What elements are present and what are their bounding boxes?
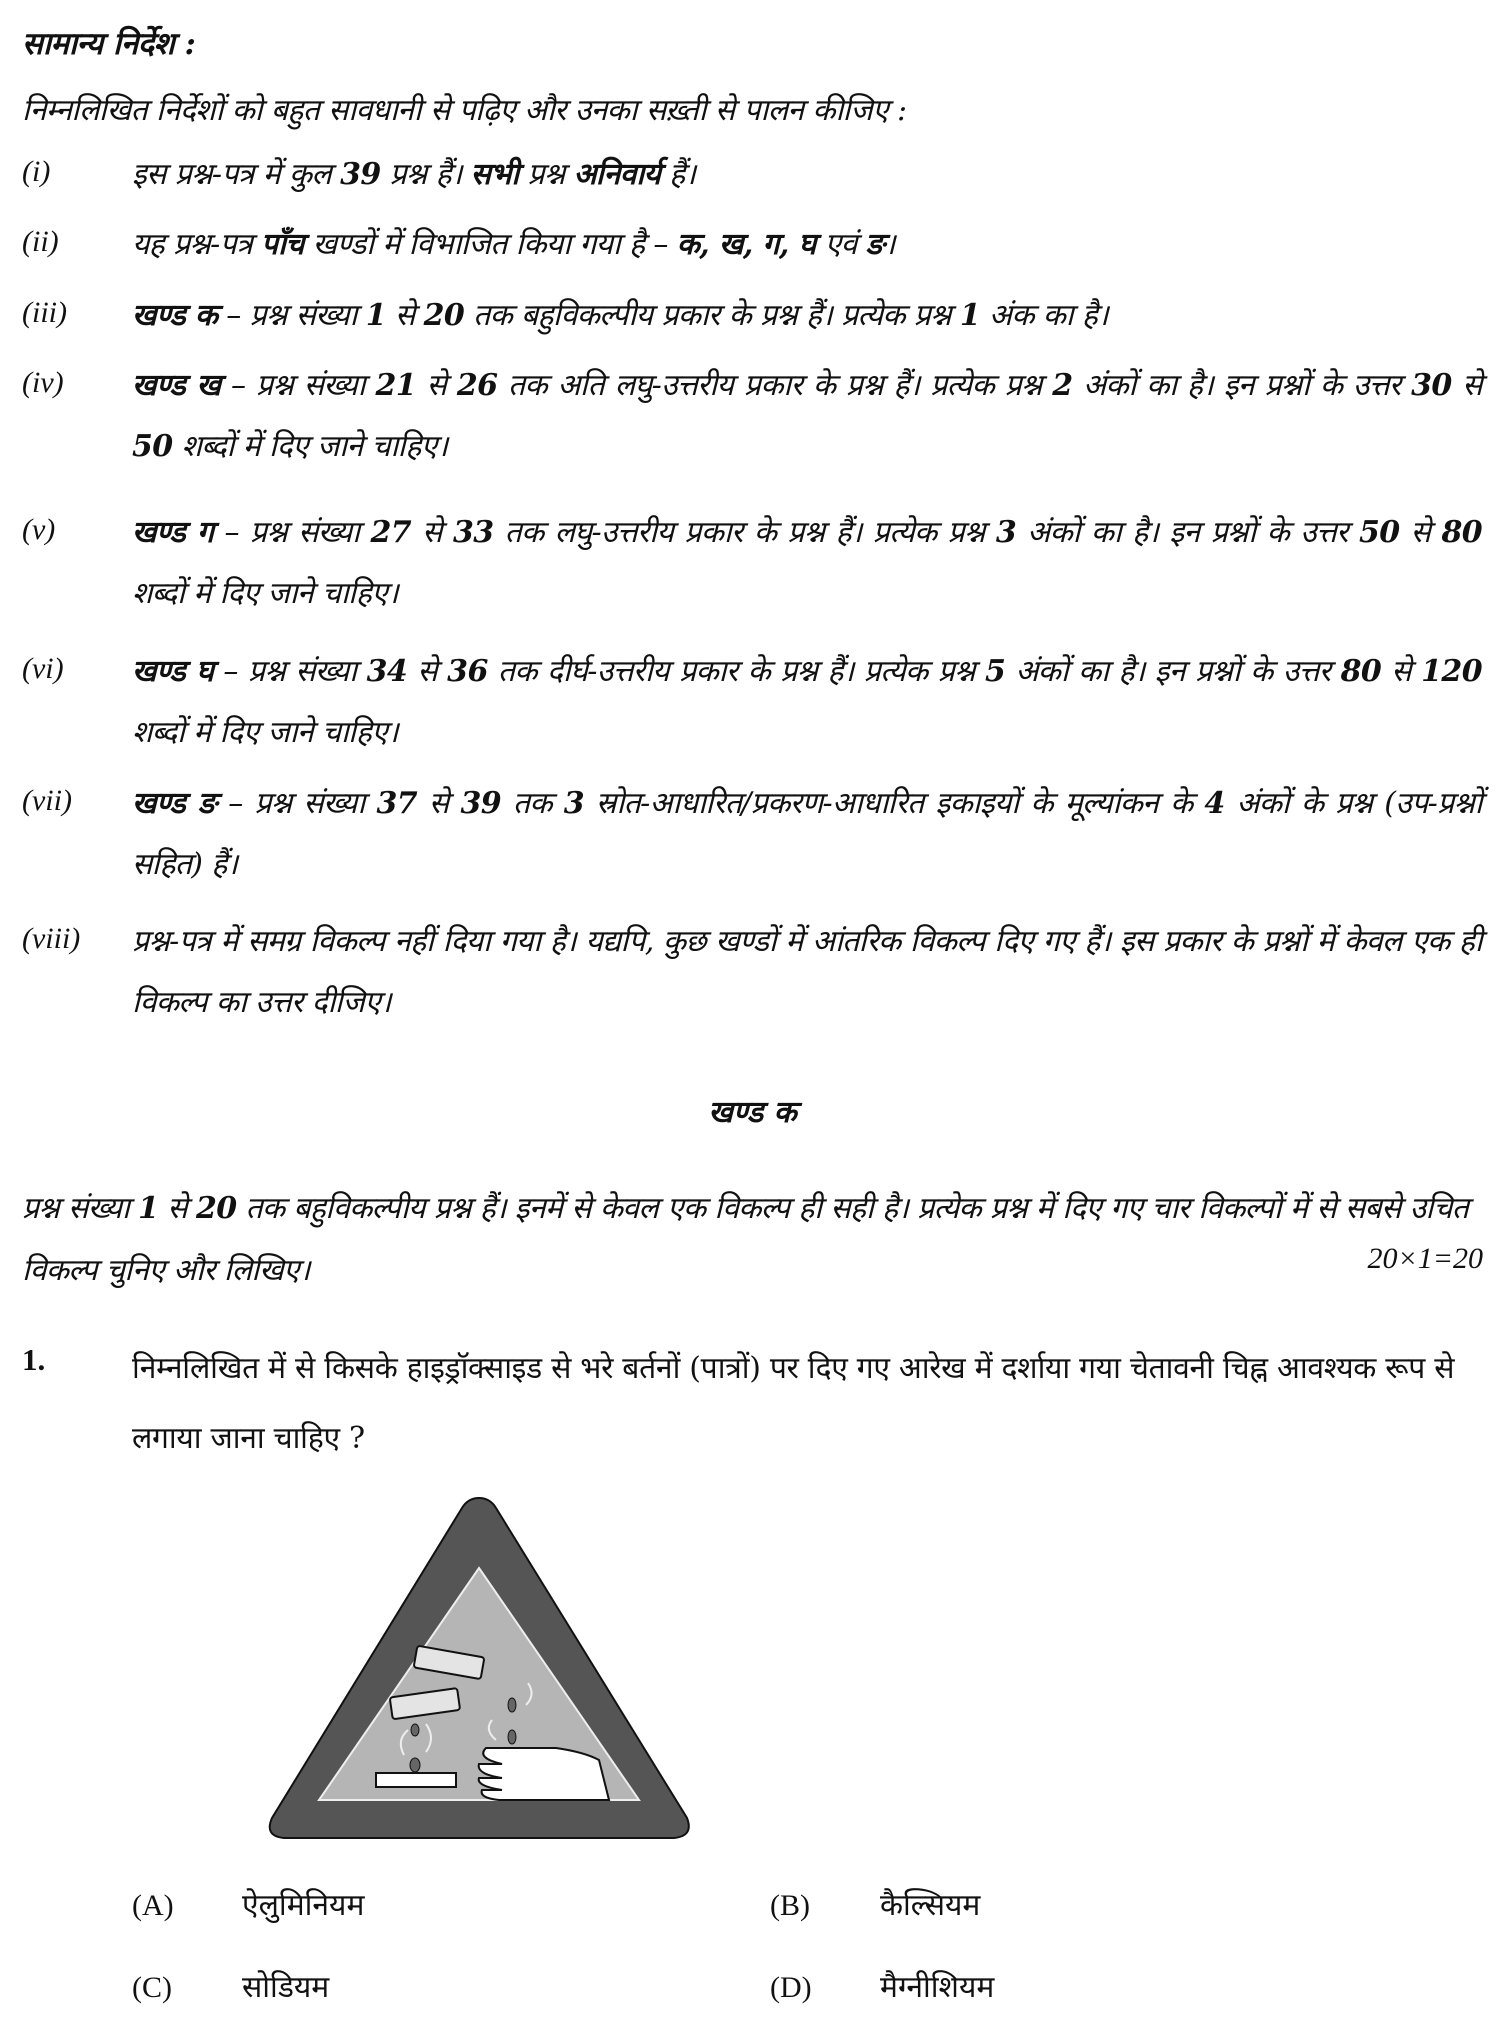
- text-run: 50: [1358, 515, 1400, 550]
- instruction-number: (viii): [22, 922, 81, 955]
- instruction-number: (v): [22, 513, 56, 546]
- text-run: से: [386, 298, 424, 333]
- text-run: प्रश्न हैं।: [380, 157, 471, 192]
- text-run: से: [1399, 515, 1442, 550]
- text-run: ।: [884, 227, 895, 262]
- text-run: तक बहुविकल्पीय प्रकार के प्रश्न हैं। प्रत्येक प्रश्न: [464, 298, 960, 333]
- text-run: 80: [1441, 515, 1482, 550]
- text-run: 37: [376, 786, 418, 821]
- text-run: खण्ड घ: [132, 654, 214, 689]
- text-run: – प्रश्न संख्या: [213, 515, 371, 550]
- instruction-item: [132, 502, 1482, 624]
- instruction-number: (iii): [22, 296, 67, 329]
- text-run: 50: [132, 429, 173, 464]
- text-run: तक लघु-उत्तरीय प्रकार के प्रश्न हैं। प्रत्येक प्रश्न: [493, 515, 996, 550]
- option-d[interactable]: [770, 1965, 994, 2006]
- text-run: 27: [370, 515, 412, 550]
- option-letter: (C): [132, 1971, 172, 2004]
- marks-allocation: 20×1=20: [1367, 1242, 1483, 1275]
- option-text: सोडियम: [242, 1970, 330, 2005]
- text-run: खण्ड ख: [132, 368, 221, 403]
- option-letter: (B): [770, 1889, 810, 1922]
- text-run: सभी: [470, 157, 519, 192]
- text-run: 34: [366, 654, 408, 689]
- instruction-number: (vi): [22, 652, 64, 685]
- text-run: एवं: [815, 227, 866, 262]
- text-run: खण्ड ङ: [132, 786, 217, 821]
- text-run: 39: [340, 157, 381, 192]
- text-run: अंकों के प्रश्न (उप-प्रश्नों सहित) हैं।: [132, 786, 1482, 882]
- instruction-item: [132, 285, 1482, 346]
- option-text: कैल्सियम: [880, 1888, 981, 1923]
- option-a[interactable]: [132, 1883, 364, 1924]
- text-run: शब्दों में दिए जाने चाहिए।: [132, 576, 399, 611]
- option-letter: (D): [770, 1971, 812, 2004]
- option-text: ऐलुमिनियम: [242, 1888, 365, 1923]
- text-run: 21: [375, 368, 417, 403]
- general-instructions-heading: सामान्य निर्देश :: [22, 26, 196, 62]
- corrosive-hazard-icon: [264, 1490, 694, 1845]
- text-run: से: [417, 786, 461, 821]
- text-run: अंकों का है। इन प्रश्नों के उत्तर: [1005, 654, 1341, 689]
- section-title: खण्ड क: [708, 1095, 797, 1130]
- text-run: ङ: [865, 227, 885, 262]
- text-run: हैं।: [660, 157, 696, 192]
- text-run: 1: [959, 298, 981, 333]
- option-text: मैग्नीशियम: [880, 1970, 995, 2005]
- text-run: क, ख, ग, घ: [676, 227, 816, 262]
- instruction-item: [132, 641, 1482, 763]
- text-run: 30: [1411, 368, 1452, 403]
- text-run: 4: [1204, 786, 1225, 821]
- text-run: तक बहुविकल्पीय प्रश्न हैं। इनमें से केवल एक विकल्प ही सही है। प्रत्येक प्रश्न में दिए गए चार विकल्पों में से सबसे उचित विकल्प चुनिए और लिखिए।: [22, 1191, 1469, 1288]
- text-run: इस प्रश्न-पत्र में कुल: [132, 157, 341, 192]
- text-run: से: [407, 654, 448, 689]
- text-run: प्रश्न: [518, 157, 574, 192]
- text-run: 20: [196, 1191, 237, 1226]
- text-run: पाँच: [261, 227, 304, 262]
- instruction-number: (iv): [22, 366, 64, 399]
- text-run: 80: [1340, 654, 1382, 689]
- text-run: शब्दों में दिए जाने चाहिए।: [132, 715, 399, 750]
- option-b[interactable]: [770, 1883, 980, 1924]
- text-run: यह प्रश्न-पत्र: [132, 227, 262, 262]
- text-run: से: [158, 1191, 196, 1226]
- instructions-intro: निम्नलिखित निर्देशों को बहुत सावधानी से पढ़िए और उनका सख़्ती से पालन कीजिए :: [22, 93, 907, 128]
- text-run: प्रश्न-पत्र में समग्र विकल्प नहीं दिया गया है। यद्यपि, कुछ खण्डों में आंतरिक विकल्प दिए गए हैं। इस प्रकार के प्रश्नों में केवल एक ही विकल्प का उत्तर दीजिए।: [132, 924, 1482, 1020]
- text-run: शब्दों में दिए जाने चाहिए।: [172, 429, 448, 464]
- text-run: 2: [1052, 368, 1073, 403]
- text-run: – प्रश्न संख्या: [216, 786, 377, 821]
- text-run: 33: [452, 515, 494, 550]
- instruction-item: [132, 355, 1482, 477]
- instruction-item: [132, 214, 1482, 275]
- text-run: खण्डों में विभाजित किया गया है –: [303, 227, 677, 262]
- instruction-number: (ii): [22, 225, 59, 258]
- text-run: 120: [1421, 654, 1482, 689]
- text-run: 5: [985, 654, 1006, 689]
- instruction-item: [132, 911, 1482, 1033]
- text-run: से: [411, 515, 453, 550]
- option-letter: (A): [132, 1889, 174, 1922]
- text-run: खण्ड क: [132, 298, 218, 333]
- text-run: स्रोत-आधारित/प्रकरण-आधारित इकाइयों के मूल्यांकन के: [584, 786, 1205, 821]
- text-run: 1: [138, 1191, 159, 1226]
- text-run: से: [1451, 368, 1482, 403]
- text-run: 3: [995, 515, 1017, 550]
- instruction-item: [132, 773, 1482, 895]
- text-run: 20: [423, 298, 465, 333]
- text-run: 1: [365, 298, 387, 333]
- question-text: निम्नलिखित में से किसके हाइड्रॉक्साइड से भरे बर्तनों (पात्रों) पर दिए गए आरेख में दर्शाया गया चेतावनी चिह्न आवश्यक रूप से लगाया जाना चाहिए ?: [132, 1351, 1455, 1456]
- text-run: 26: [456, 368, 498, 403]
- question-number: 1.: [22, 1342, 46, 1377]
- text-run: अंक का है।: [980, 298, 1108, 333]
- text-run: अंकों का है। इन प्रश्नों के उत्तर: [1016, 515, 1359, 550]
- text-run: 3: [563, 786, 584, 821]
- text-run: 36: [447, 654, 488, 689]
- text-run: अनिवार्य: [573, 157, 661, 192]
- text-run: प्रश्न संख्या: [22, 1191, 139, 1226]
- text-run: तक दीर्घ-उत्तरीय प्रकार के प्रश्न हैं। प्रत्येक प्रश्न: [487, 654, 986, 689]
- instruction-item: [132, 144, 1482, 205]
- text-run: 39: [460, 786, 502, 821]
- text-run: – प्रश्न संख्या: [220, 368, 376, 403]
- instruction-number: (vii): [22, 784, 72, 817]
- section-intro: [22, 1178, 1482, 1302]
- text-run: खण्ड ग: [132, 515, 214, 550]
- instruction-number: (i): [22, 155, 51, 188]
- option-c[interactable]: [132, 1965, 329, 2006]
- text-run: से: [416, 368, 457, 403]
- text-run: तक: [501, 786, 564, 821]
- text-run: अंकों का है। इन प्रश्नों के उत्तर: [1072, 368, 1412, 403]
- text-run: से: [1381, 654, 1422, 689]
- text-run: – प्रश्न संख्या: [217, 298, 366, 333]
- text-run: – प्रश्न संख्या: [213, 654, 367, 689]
- text-run: तक अति लघु-उत्तरीय प्रकार के प्रश्न हैं। प्रत्येक प्रश्न: [497, 368, 1053, 403]
